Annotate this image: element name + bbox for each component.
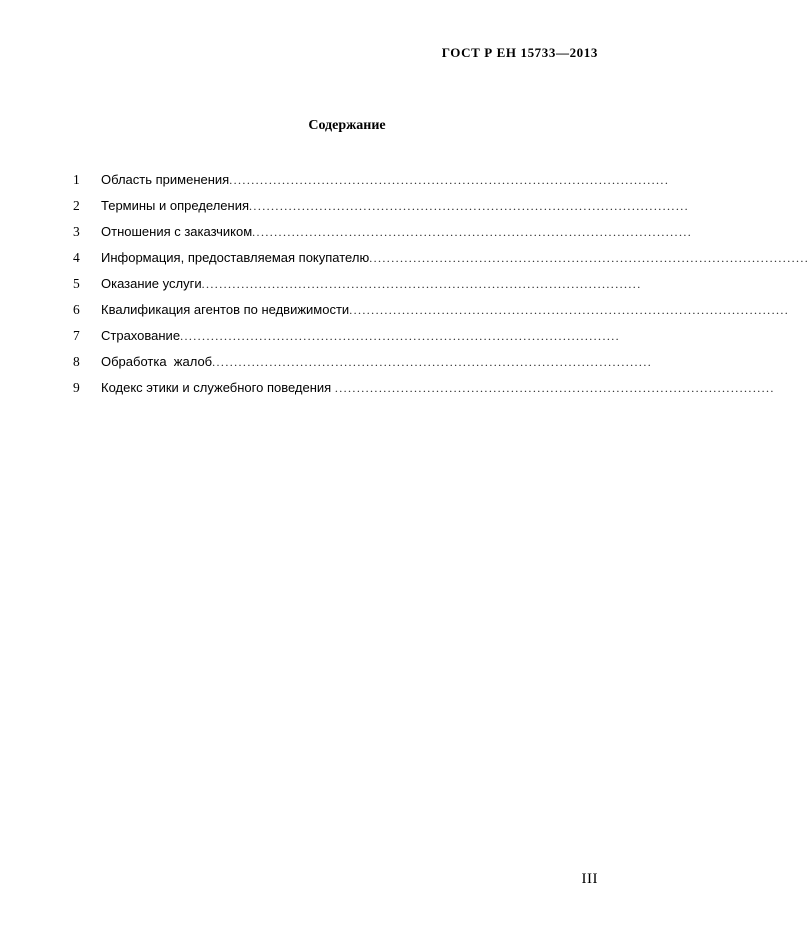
toc-item-number: 7 [73, 328, 80, 343]
toc-item-number: 2 [73, 198, 80, 213]
toc-item [73, 352, 653, 378]
toc-dot-leader: .................................................................................................... [201, 277, 642, 291]
toc-item [73, 326, 621, 352]
toc-item-number: 5 [73, 276, 80, 291]
toc-item-label: Обработка жалоб [101, 354, 213, 369]
toc-dot-leader: .................................................................................................... [349, 303, 790, 317]
toc-item [73, 248, 809, 274]
toc-item-label: Квалификация агентов по недвижимости [101, 302, 350, 317]
toc-item-label: Отношения с заказчиком [101, 224, 253, 239]
page-number: III [581, 871, 598, 887]
toc-item [73, 378, 775, 404]
toc-item-label: Оказание услуги [101, 276, 202, 291]
standard-code: ГОСТ Р ЕН 15733—2013 [441, 45, 598, 60]
toc-item-number: 3 [73, 224, 80, 239]
toc-item [73, 274, 642, 300]
toc-item [73, 170, 670, 196]
toc-title: Содержание [308, 118, 386, 133]
toc-dot-leader: .................................................................................................... [249, 199, 690, 213]
toc-dot-leader: .................................................................................................... [229, 173, 670, 187]
toc-list [73, 170, 809, 404]
toc-item-number: 4 [73, 250, 80, 265]
toc-item-label: Область применения [101, 172, 230, 187]
toc-item-label: Кодекс этики и служебного поведения [101, 380, 335, 395]
toc-item-label: Термины и определения [101, 198, 250, 213]
toc-dot-leader: .................................................................................................... [212, 355, 653, 369]
toc-item-label: Информация, предоставляемая покупателю [101, 250, 370, 265]
toc-item-number: 9 [73, 380, 80, 395]
toc-item-label: Страхование [101, 328, 181, 343]
toc-dot-leader: .................................................................................................... [369, 251, 809, 265]
toc-dot-leader: .................................................................................................... [252, 225, 693, 239]
toc-item [73, 196, 690, 222]
toc-item-number: 8 [73, 354, 80, 369]
toc-item-number: 1 [73, 172, 80, 187]
toc-dot-leader: .................................................................................................... [180, 329, 621, 343]
toc-item [73, 300, 790, 326]
toc-dot-leader: .................................................................................................... [334, 381, 775, 395]
toc-item-number: 6 [73, 302, 80, 317]
toc-item [73, 222, 693, 248]
